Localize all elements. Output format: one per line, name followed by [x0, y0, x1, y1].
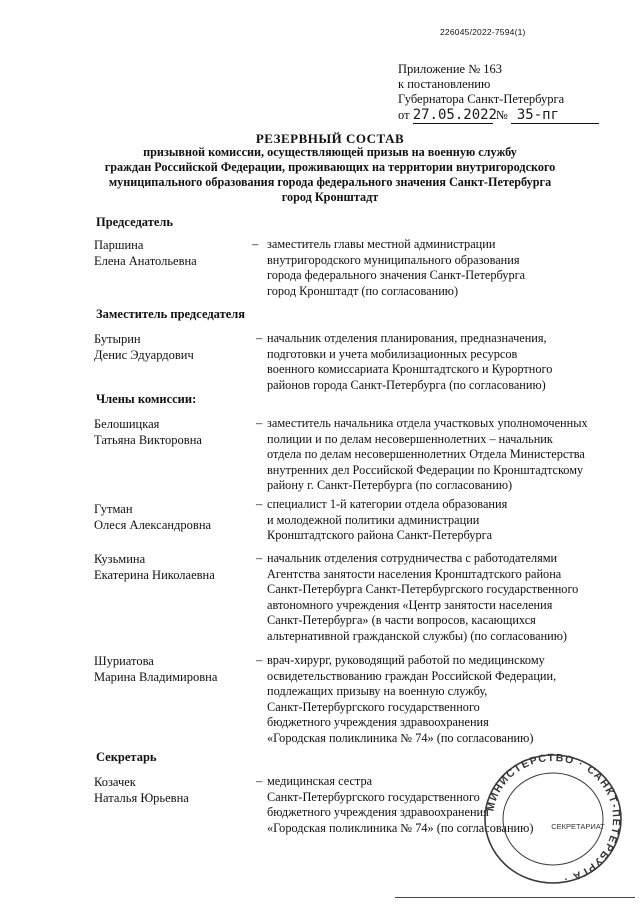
appendix-line: Приложение № 163: [398, 62, 503, 76]
member-name: Белошицкая Татьяна Викторовна: [94, 417, 202, 447]
member-description: начальник отделения сотрудничества с работодателями Агентства занятости населения Кронштадтского района Санкт-Петербурга Санкт-Петербургского государственного автономного учреждения «Центр занятости населения Санкт-Петербурга» (в части вопросов, касающихся альтернативной гражданской службы) (по согласованию): [267, 551, 579, 643]
member-name: Гутман Олеся Александровна: [94, 502, 212, 532]
member-description: заместитель начальника отдела участковых уполномоченных полиции и по делам несовершеннолетних – начальник отдела по делам несовершеннолетних Отдела Министерства внутренних дел Российской Федерации по Кронштадтскому району г. Санкт-Петербурга (по согласованию): [267, 416, 588, 493]
decree-number: 35-пг: [511, 108, 599, 124]
member-name: Кузьмина Екатерина Николаевна: [94, 552, 215, 582]
member-name: Паршина Елена Анатольевна: [94, 238, 197, 268]
section-deputy: Заместитель председателя: [96, 307, 246, 321]
section-chairman: Председатель: [96, 215, 174, 229]
member-dash: –: [256, 331, 263, 345]
section-members: Члены комиссии:: [96, 392, 197, 406]
member-name: Бутырин Денис Эдуардович: [94, 332, 194, 362]
member-description: врач-хирург, руководящий работой по медицинскому освидетельствованию граждан Российской Федерации, подлежащих призыву на военную службу, Санкт-Петербургского государственного бюджетного учреждения здравоохранения «Городская поликлиника № 74» (по согласованию): [267, 653, 557, 745]
subtitle-line: призывной комиссии, осуществляющей призыв на военную службу: [143, 145, 517, 159]
seal-outer-text: МИНИСТЕРСТВО · САНКТ-ПЕТЕРБУРГА ·: [484, 752, 623, 886]
subtitle-line: граждан Российской Федерации, проживающих на территории внутригородского: [104, 160, 556, 174]
seal-center-text: СЕКРЕТАРИАТ: [551, 822, 605, 831]
member-dash: –: [256, 774, 263, 788]
member-description: специалист 1-й категории отдела образования и молодежной политики администрации Кронштадтского района Санкт-Петербурга: [267, 497, 508, 543]
date-number-line: [398, 108, 618, 124]
date-prefix: от: [398, 108, 410, 122]
section-secretary: Секретарь: [96, 750, 157, 764]
bottom-rule: [395, 897, 635, 898]
member-dash: –: [256, 416, 263, 430]
appendix-line: к постановлению: [398, 77, 491, 91]
document-title: РЕЗЕРВНЫЙ СОСТАВ: [255, 131, 405, 146]
member-description: медицинская сестра Санкт-Петербургского государственного бюджетного учреждения здравоохранения «Городская поликлиника № 74» (по согласованию): [267, 774, 534, 835]
member-description: начальник отделения планирования, предназначения, подготовки и учета мобилизационных ресурсов военного комиссариата Кронштадтского и Курортного районов города Санкт-Петербурга (по согласованию): [267, 331, 553, 392]
appendix-block: [398, 62, 618, 124]
member-name: Шуриатова Марина Владимировна: [94, 654, 218, 684]
member-dash: –: [256, 653, 263, 667]
appendix-line: Губернатора Санкт-Петербурга: [398, 92, 565, 106]
subtitle-line: муниципального образования города федерального значения Санкт-Петербурга: [108, 175, 552, 189]
document-number: 226045/2022-7594(1): [440, 27, 526, 37]
member-name: Козачек Наталья Юрьевна: [94, 775, 189, 805]
official-seal-stamp: [478, 752, 628, 887]
decree-date: 27.05.2022: [412, 107, 497, 123]
subtitle-line: город Кронштадт: [281, 190, 379, 204]
member-description: заместитель главы местной администрации внутригородского муниципального образования города федерального значения Санкт-Петербурга город Кронштадт (по согласованию): [267, 237, 526, 298]
member-dash: –: [256, 551, 263, 565]
document-subtitle: [60, 145, 600, 205]
member-dash: –: [252, 237, 259, 251]
member-dash: –: [256, 497, 263, 511]
number-prefix: №: [495, 108, 508, 122]
